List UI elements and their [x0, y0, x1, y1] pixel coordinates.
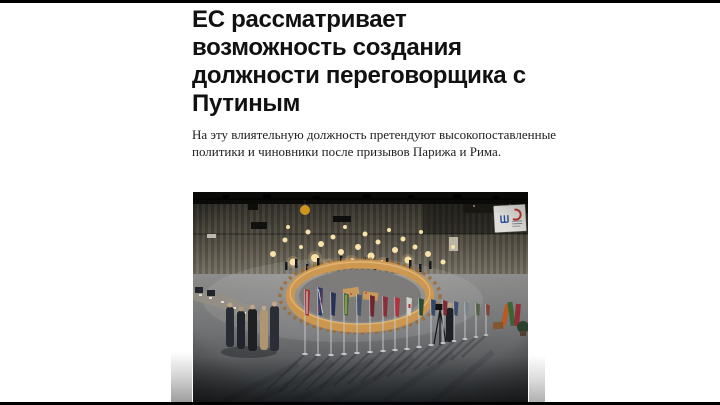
subheadline-line-1: На эту влиятельную должность претендуют высокопоставленные: [192, 127, 557, 142]
headline-line-4: Путиным: [192, 90, 301, 117]
left-fade-strip: [171, 352, 192, 402]
subheadline-line-2: политики и чиновники после призывов Парижа и Рима.: [192, 144, 502, 159]
headline-line-3: должности переговорщика с: [192, 62, 526, 89]
headline-line-2: возможность создания: [192, 34, 462, 61]
article: [192, 3, 592, 160]
article-headline: [192, 3, 592, 118]
article-photo: [193, 192, 528, 402]
floor-shading: [193, 192, 528, 402]
right-fade-strip: [529, 355, 545, 402]
article-subheadline: [192, 126, 592, 160]
headline-line-1: ЕС рассматривает: [192, 6, 407, 33]
